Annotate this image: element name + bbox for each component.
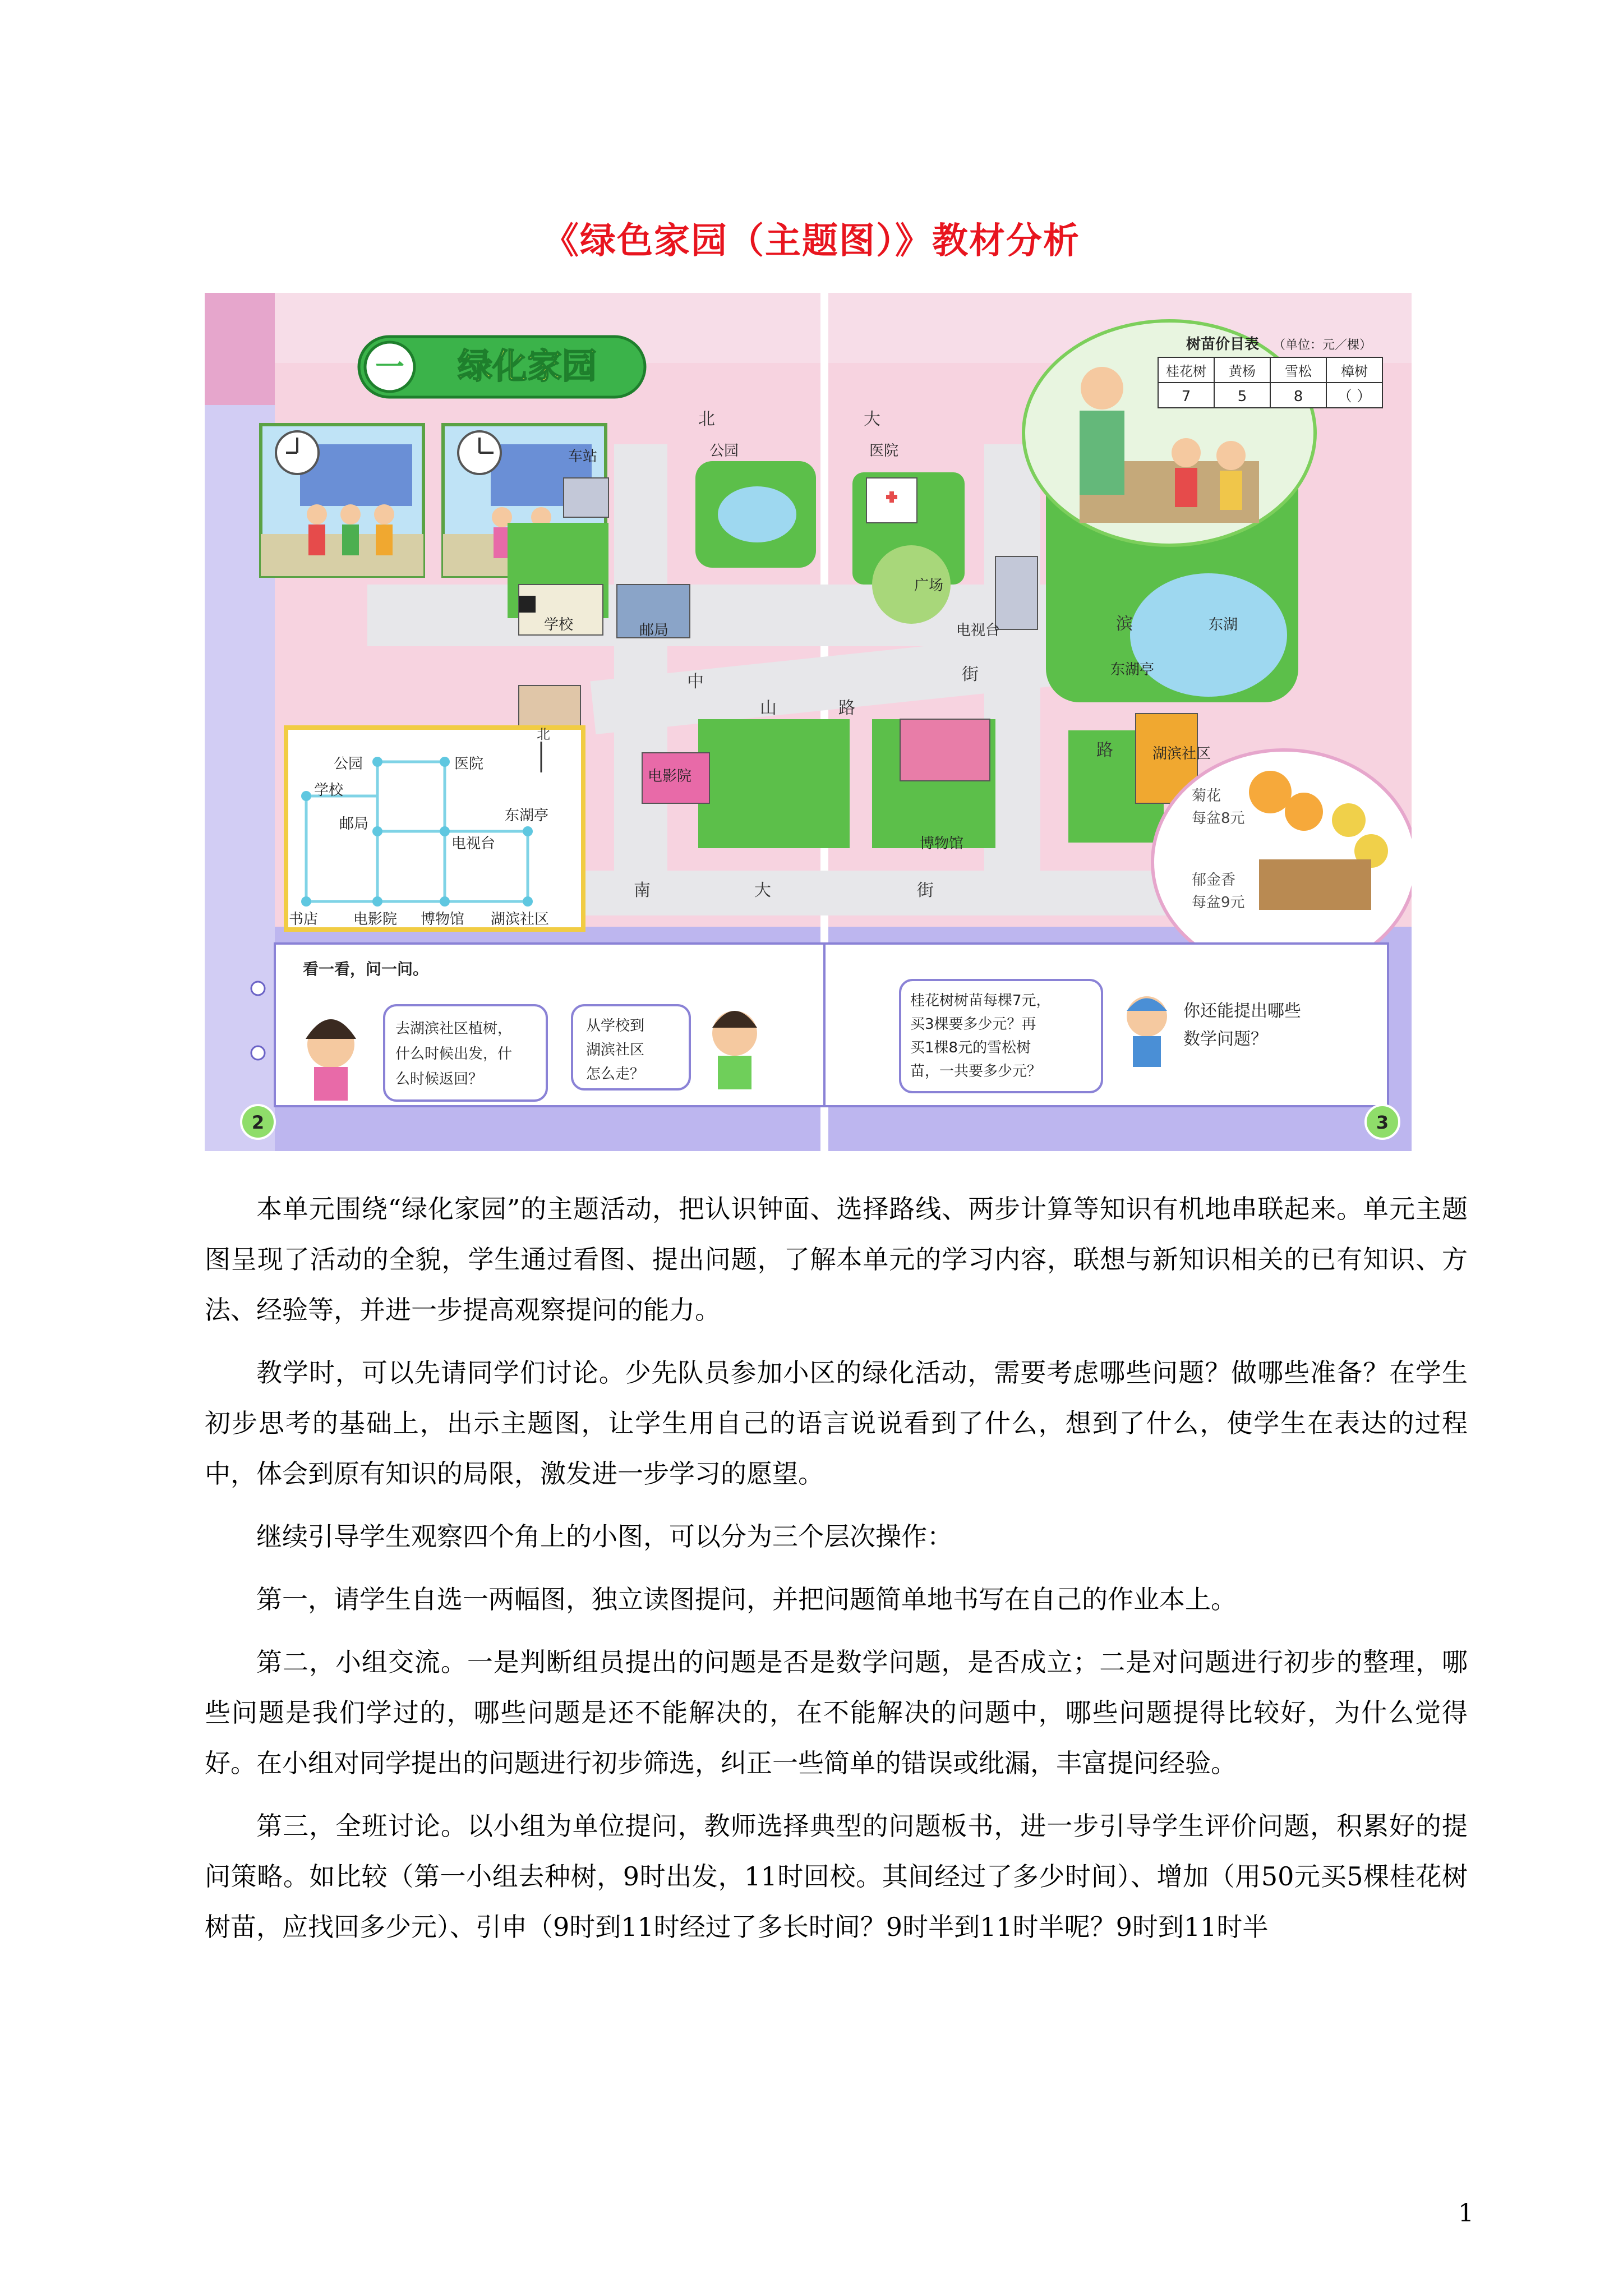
street-north: 北 (698, 409, 715, 429)
label-square: 广场 (914, 577, 944, 594)
unit-number: 一 (375, 351, 405, 384)
mini-map (286, 726, 583, 930)
price-value-cedar: 8 (1293, 388, 1303, 405)
street-shan: 山 (760, 698, 777, 718)
mini-map-community: 湖滨社区 (491, 911, 550, 928)
flower-price-oval (1152, 750, 1412, 974)
mini-map-bookstore: 书店 (289, 911, 319, 928)
mini-map-park: 公园 (334, 756, 363, 772)
label-tv-station: 电视台 (956, 622, 1000, 639)
tv-station-building (995, 556, 1038, 629)
station-building (564, 478, 608, 517)
mini-map-tv: 电视台 (451, 835, 496, 852)
street-jie-right: 街 (962, 665, 979, 684)
label-post-office: 邮局 (639, 622, 669, 639)
boy-bubble-line2: 湖滨社区 (586, 1042, 645, 1059)
unit-banner-title: 绿化家园 (457, 346, 597, 386)
analysis-text (205, 1184, 1468, 1964)
boy-bubble-line3: 怎么走？ (586, 1066, 645, 1083)
mini-map-north: 北 (537, 726, 550, 742)
theme-illustration (205, 293, 1412, 1151)
paragraph-1: 本单元围绕“绿化家园”的主题活动，把认识钟面、选择路线、两步计算等知识有机地串联起来。单元主题图呈现了活动的全貌，学生通过看图、提出问题，了解本单元的学习内容，联想与新知识相关的已有知识、方法、经验等，并进一步提高观察提问的能力。 (205, 1194, 1468, 1325)
price-table-title: 树苗价目表 (1186, 336, 1260, 353)
price-header-camphor: 樟树 (1341, 364, 1368, 379)
street-jie-bottom: 街 (917, 881, 934, 900)
price-header-osmanthus: 桂花树 (1166, 364, 1206, 379)
flower-label-chrysanthemum: 菊花 (1192, 788, 1221, 804)
document-title: 《绿色家园（主题图）》教材分析 (543, 220, 1080, 262)
street-road: 路 (838, 698, 855, 718)
street-lu-right: 路 (1096, 740, 1113, 760)
teacher-scene (1023, 321, 1315, 545)
label-park: 公园 (709, 443, 739, 459)
street-avenue-bottom: 大 (754, 881, 771, 900)
paragraph-5: 第二，小组交流。一是判断组员提出的问题是否是数学问题，是否成立；二是对问题进行初步的整理，哪些问题是我们学过的，哪些问题是还不能解决的，在不能解决的问题中，哪些问题提得比较好，为什么觉得好。在小组对同学提出的问题进行初步筛选，纠正一些简单的错误或纰漏，丰富提问经验。 (205, 1647, 1468, 1778)
label-station: 车站 (568, 448, 598, 465)
label-school: 学校 (544, 616, 574, 633)
girl-bubble-line2: 什么时候出发，什 (395, 1046, 513, 1062)
label-cinema: 电影院 (648, 768, 692, 785)
mini-map-museum: 博物馆 (421, 911, 465, 928)
mini-map-hospital: 医院 (454, 756, 484, 772)
unit-banner (359, 337, 645, 397)
more-questions-line1: 你还能提出哪些 (1183, 1001, 1301, 1021)
boy-bubble-line1: 从学校到 (586, 1018, 645, 1034)
price-value-boxwood: 5 (1237, 388, 1247, 405)
mini-map-post-office: 邮局 (339, 816, 369, 832)
flower-price-chrysanthemum: 每盆8元 (1192, 810, 1245, 827)
right-bubble-line4: 苗，一共要多少元？ (910, 1063, 1042, 1080)
page-number-left: 2 (251, 1112, 265, 1133)
paragraph-3: 继续引导学生观察四个角上的小图，可以分为三个层次操作： (256, 1521, 953, 1552)
label-east-lake: 东湖 (1209, 616, 1238, 633)
girl-bubble-line1: 去湖滨社区植树， (395, 1020, 513, 1037)
museum-building (900, 719, 990, 781)
street-bin: 滨 (1116, 614, 1133, 634)
label-east-lake-pavilion: 东湖亭 (1110, 661, 1155, 678)
page-number-right: 3 (1376, 1112, 1389, 1133)
price-table-unit: （单位：元／棵） (1273, 338, 1372, 352)
flower-label-tulip: 郁金香 (1192, 872, 1236, 889)
east-lake-water (1130, 573, 1287, 697)
paragraph-2: 教学时，可以先请同学们讨论。少先队员参加小区的绿化活动，需要考虑哪些问题？做哪些准备？在学生初步思考的基础上，出示主题图，让学生用自己的语言说说看到了什么，想到了什么，使学生在表达的过程中，体会到原有知识的局限，激发进一步学习的愿望。 (205, 1358, 1468, 1489)
right-bubble-line1: 桂花树树苗每棵7元， (910, 992, 1051, 1009)
mini-map-school: 学校 (314, 782, 344, 799)
street-zhong: 中 (687, 672, 704, 692)
mini-map-cinema: 电影院 (353, 911, 398, 928)
question-box-right (824, 944, 1388, 1106)
more-questions-line2: 数学问题？ (1183, 1029, 1267, 1049)
mini-map-pavilion: 东湖亭 (505, 807, 549, 824)
right-bubble-line3: 买1棵8元的雪松树 (910, 1039, 1031, 1056)
label-hospital: 医院 (869, 443, 899, 459)
price-value-camphor: （ ） (1337, 388, 1372, 405)
price-header-boxwood: 黄杨 (1229, 364, 1256, 379)
street-south: 南 (634, 881, 651, 900)
girl-bubble-line3: 么时候返回？ (395, 1071, 483, 1088)
look-ask-label: 看一看，问一问。 (303, 960, 429, 978)
price-value-osmanthus: 7 (1181, 388, 1191, 405)
corner-tab (205, 293, 275, 405)
price-header-cedar: 雪松 (1285, 364, 1312, 379)
right-bubble-line2: 买3棵要多少元？再 (910, 1016, 1036, 1033)
label-museum: 博物馆 (920, 835, 964, 852)
clock-panel-departure (261, 425, 423, 576)
question-box-left (275, 944, 824, 1106)
street-avenue-top: 大 (864, 409, 880, 429)
paragraph-6: 第三，全班讨论。以小组为单位提问，教师选择典型的问题板书，进一步引导学生评价问题，积累好的提问策略。如比较（第一小组去种树，9时出发，11时回校。其间经过了多少时间）、增加（用50元买5棵桂花树树苗，应找回多少元）、引申（9时到11时经过了多长时间？9时半到11时半呢？9时到11时半 (205, 1811, 1468, 1942)
paragraph-4: 第一，请学生自选一两幅图，独立读图提问，并把问题简单地书写在自己的作业本上。 (256, 1584, 1237, 1614)
flower-price-tulip: 每盆9元 (1192, 894, 1245, 911)
page-number: 1 (1458, 2199, 1474, 2228)
label-community: 湖滨社区 (1152, 746, 1211, 762)
